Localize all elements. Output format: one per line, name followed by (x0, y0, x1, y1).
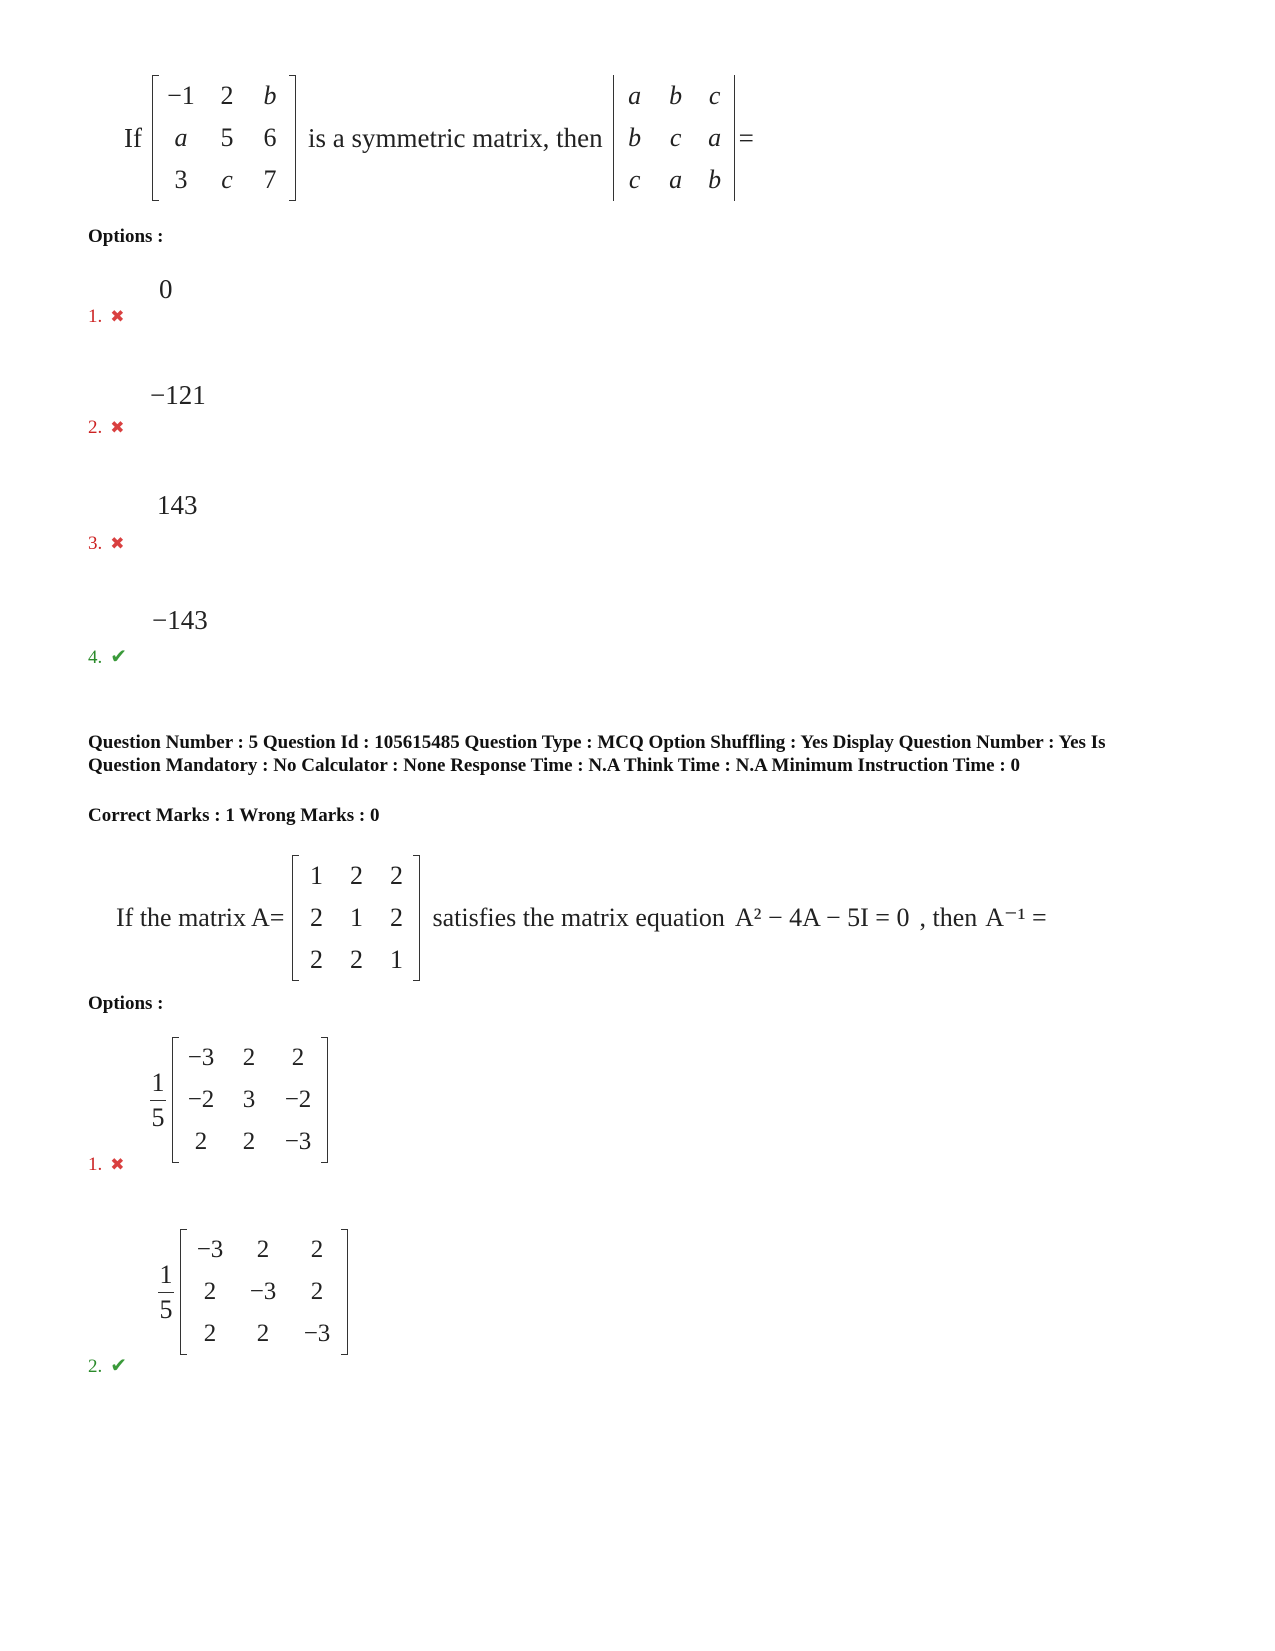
q5-stem (116, 856, 1047, 980)
q5-m-02: 2 (389, 861, 403, 890)
q5-o1-m-02: 2 (291, 1044, 305, 1071)
q5-m-21: 2 (349, 945, 363, 974)
q5-o1-m-10: −2 (187, 1086, 215, 1113)
q4-d-10: b (628, 123, 642, 152)
q5-o2-m-12: 2 (310, 1278, 324, 1305)
q4-d-21: a (669, 165, 683, 194)
q5-equation: A² − 4A − 5I = 0 (734, 903, 910, 932)
q4-matrix (152, 75, 296, 201)
q4-options-label: Options : (88, 226, 164, 247)
q5-stem-prefix: If the matrix A= (116, 903, 285, 932)
q5-options-label: Options : (88, 993, 164, 1014)
q5-m-12: 2 (389, 903, 403, 932)
q5-option-1-frac-den: 5 (151, 1102, 165, 1132)
q5-o2-m-10: 2 (203, 1278, 217, 1305)
q4-option-3-value: 143 (157, 490, 198, 520)
q4-option-2-number: 2. (88, 417, 103, 438)
q5-o2-m-11: −3 (249, 1278, 277, 1305)
q5-m-22: 1 (389, 945, 403, 974)
q5-stem-mid: satisfies the matrix equation (432, 903, 725, 932)
q4-m-01: 2 (220, 81, 234, 110)
q5-o1-m-21: 2 (242, 1128, 256, 1155)
q5-o2-m-20: 2 (203, 1320, 217, 1347)
q5-option-2-matrix (180, 1229, 348, 1355)
q5-marks: Correct Marks : 1 Wrong Marks : 0 (88, 805, 380, 826)
q4-m-10: a (174, 123, 188, 152)
q5-inverse: A⁻¹ = (985, 903, 1047, 932)
q5-option-2-frac-den: 5 (159, 1294, 173, 1324)
q5-option-2-number: 2. (88, 1356, 103, 1377)
q5-o1-m-00: −3 (187, 1044, 215, 1071)
q5-option-2[interactable] (88, 1353, 127, 1378)
q5-o2-m-02: 2 (310, 1236, 324, 1263)
q4-option-4-value: −143 (152, 605, 208, 635)
q5-option-1-frac-num: 1 (151, 1067, 165, 1097)
q5-o2-m-01: 2 (256, 1236, 270, 1263)
q5-meta: Question Number : 5 Question Id : 105615485 Question Type : MCQ Option Shuffling : Yes Display Question Number : Yes Is Question Mandatory : No Calculator : None Response Time : N.A Think Time : N.A Minimum Instruction Time : 0 (88, 732, 1106, 776)
q5-option-2-frac-num: 1 (159, 1259, 173, 1289)
q5-option-1[interactable] (88, 1154, 125, 1176)
q4-d-00: a (628, 81, 642, 110)
q5-option-1-fraction (150, 1068, 166, 1133)
q5-o1-m-22: −3 (284, 1128, 312, 1155)
q4-d-12: a (708, 123, 722, 152)
q5-option-2-fraction (158, 1260, 174, 1325)
q5-m-00: 1 (309, 861, 323, 890)
q5-o1-m-20: 2 (194, 1128, 208, 1155)
q5-option-1-matrix (172, 1037, 328, 1163)
q4-m-11: 5 (220, 123, 234, 152)
wrong-cross-icon: ✖ (110, 1155, 125, 1174)
q4-d-22: b (708, 165, 722, 194)
q4-d-01: b (669, 81, 683, 110)
q4-d-02: c (708, 81, 721, 110)
q4-option-4[interactable] (88, 644, 127, 669)
q4-determinant (613, 75, 735, 201)
q5-option-2-value (158, 1230, 348, 1354)
q4-m-12: 6 (263, 123, 277, 152)
q4-option-1-value: 0 (159, 274, 173, 304)
wrong-cross-icon: ✖ (110, 307, 125, 326)
q5-option-1-value (150, 1038, 328, 1162)
q4-option-4-number: 4. (88, 647, 103, 668)
q4-option-3-number: 3. (88, 533, 103, 554)
q5-m-01: 2 (349, 861, 363, 890)
q5-o1-m-11: 3 (242, 1086, 256, 1113)
q5-option-1-number: 1. (88, 1154, 103, 1175)
q4-d-11: c (669, 123, 682, 152)
q4-m-02: b (263, 81, 277, 110)
q4-option-2-value: −121 (150, 380, 206, 410)
q5-o1-m-01: 2 (242, 1044, 256, 1071)
wrong-cross-icon: ✖ (110, 418, 125, 437)
correct-check-icon: ✔ (110, 646, 128, 668)
q4-option-2[interactable] (88, 417, 125, 439)
q5-matrix (292, 855, 420, 981)
q4-d-20: c (628, 165, 641, 194)
q4-option-3[interactable] (88, 533, 125, 555)
q5-o1-m-12: −2 (284, 1086, 312, 1113)
q4-option-1[interactable] (88, 306, 125, 328)
q5-m-20: 2 (309, 945, 323, 974)
q4-m-00: −1 (167, 81, 195, 110)
q5-o2-m-22: −3 (303, 1320, 331, 1347)
q4-stem (124, 76, 754, 200)
q5-m-11: 1 (349, 903, 363, 932)
wrong-cross-icon: ✖ (110, 534, 125, 553)
q5-m-10: 2 (309, 903, 323, 932)
q5-o2-m-21: 2 (256, 1320, 270, 1347)
q4-stem-suffix: = (738, 122, 754, 153)
q4-stem-mid: is a symmetric matrix, then (307, 122, 603, 153)
q4-m-22: 7 (263, 165, 277, 194)
q4-m-21: c (221, 165, 233, 194)
q4-stem-prefix: If (124, 122, 142, 153)
q5-stem-then: , then (919, 903, 978, 932)
correct-check-icon: ✔ (110, 1355, 128, 1377)
q4-m-20: 3 (174, 165, 188, 194)
q5-o2-m-00: −3 (196, 1236, 224, 1263)
q4-option-1-number: 1. (88, 306, 103, 327)
